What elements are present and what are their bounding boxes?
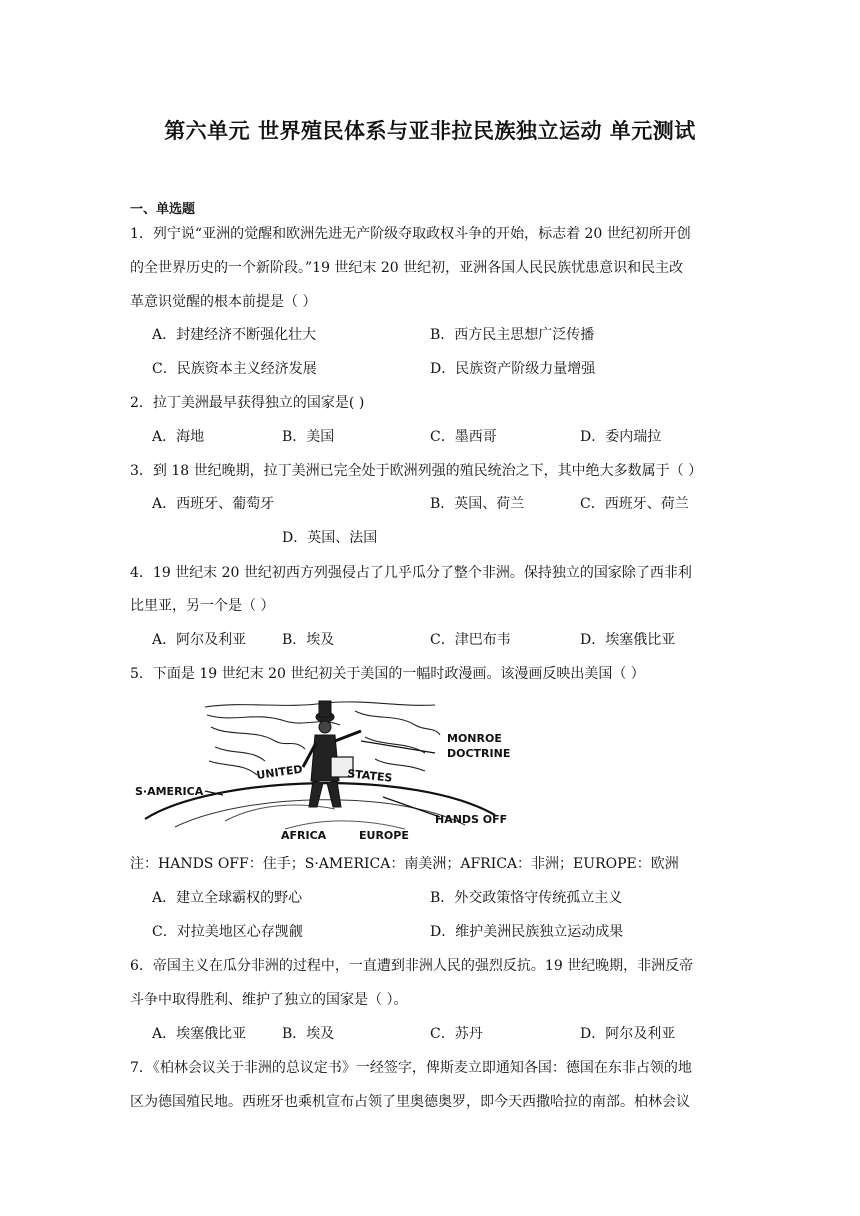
cartoon-label-doctrine: DOCTRINE: [447, 747, 511, 760]
question-4-line-2: 比里亚，另一个是（ ）: [130, 598, 275, 614]
cartoon-label-s-america: S·AMERICA: [135, 785, 204, 798]
question-5-option-a[interactable]: A．建立全球霸权的野心: [152, 890, 303, 906]
question-6-option-a[interactable]: A．埃塞俄比亚: [152, 1026, 247, 1042]
question-3-line-1: 3．到 18 世纪晚期，拉丁美洲已完全处于欧洲列强的殖民统治之下，其中绝大多数属于（ ）: [130, 463, 703, 479]
question-4-option-d[interactable]: D．埃塞俄比亚: [580, 632, 676, 648]
cartoon-label-states: STATES: [346, 767, 393, 785]
question-2-option-c[interactable]: C．墨西哥: [430, 429, 497, 445]
question-1-option-b[interactable]: B．西方民主思想广泛传播: [430, 327, 595, 343]
question-2-option-a[interactable]: A．海地: [152, 429, 205, 445]
political-cartoon: [135, 697, 515, 843]
question-4-line-1: 4．19 世纪末 20 世纪初西方列强侵占了几乎瓜分了整个非洲。保持独立的国家除了西非利: [130, 565, 692, 581]
cartoon-label-hands-off: HANDS OFF: [435, 813, 508, 826]
question-3-option-c[interactable]: C．西班牙、荷兰: [580, 496, 689, 512]
question-5-line-1: 5．下面是 19 世纪末 20 世纪初关于美国的一幅时政漫画。该漫画反映出美国（ ）: [130, 666, 645, 682]
question-5-option-b[interactable]: B．外交政策恪守传统孤立主义: [430, 890, 623, 906]
question-6-line-2: 斗争中取得胜利、维护了独立的国家是（ ）。: [130, 992, 408, 1008]
question-6-option-d[interactable]: D．阿尔及利亚: [580, 1026, 676, 1042]
question-5-note: 注：HANDS OFF：住手；S·AMERICA：南美洲；AFRICA：非洲；EUROPE：欧洲: [130, 856, 679, 872]
question-4-option-c[interactable]: C．津巴布韦: [430, 632, 511, 648]
section-heading: 一、单选题: [130, 202, 196, 217]
question-7-line-2: 区为德国殖民地。西班牙也乘机宣布占领了里奥德奥罗，即今天西撒哈拉的南部。柏林会议: [130, 1094, 690, 1110]
question-1-option-d[interactable]: D．民族资产阶级力量增强: [430, 361, 596, 377]
question-1-option-a[interactable]: A．封建经济不断强化壮大: [152, 327, 317, 343]
question-6-line-1: 6．帝国主义在瓜分非洲的过程中，一直遭到非洲人民的强烈反抗。19 世纪晚期，非洲反帝: [130, 958, 694, 974]
page-title: 第六单元 世界殖民体系与亚非拉民族独立运动 单元测试: [164, 119, 696, 143]
cartoon-label-europe: EUROPE: [359, 829, 409, 842]
question-1-option-c[interactable]: C．民族资本主义经济发展: [152, 361, 317, 377]
question-4-option-a[interactable]: A．阿尔及利亚: [152, 632, 247, 648]
cartoon-label-united: UNITED: [255, 762, 304, 782]
question-5-option-c[interactable]: C．对拉美地区心存觊觎: [152, 924, 303, 940]
question-3-option-b[interactable]: B．英国、荷兰: [430, 496, 525, 512]
question-1-line-1: 1．列宁说“亚洲的觉醒和欧洲先进无产阶级夺取政权斗争的开始，标志着 20 世纪初所开创: [130, 226, 691, 242]
question-7-line-1: 7．《柏林会议关于非洲的总议定书》一经签字，俾斯麦立即通知各国：德国在东非占领的地: [130, 1060, 692, 1076]
question-1-line-3: 革意识觉醒的根本前提是（ ）: [130, 294, 317, 310]
question-6-option-b[interactable]: B．埃及: [282, 1026, 335, 1042]
question-2-option-b[interactable]: B．美国: [282, 429, 335, 445]
question-4-option-b[interactable]: B．埃及: [282, 632, 335, 648]
question-5-option-d[interactable]: D．维护美洲民族独立运动成果: [430, 924, 624, 940]
question-2-option-d[interactable]: D．委内瑞拉: [580, 429, 662, 445]
question-2-line-1: 2．拉丁美洲最早获得独立的国家是( ): [130, 395, 365, 411]
question-1-line-2: 的全世界历史的一个新阶段。”19 世纪末 20 世纪初，亚洲各国人民民族忧患意识和民主改: [130, 260, 684, 276]
cartoon-label-africa: AFRICA: [281, 829, 327, 842]
cartoon-label-monroe: MONROE: [447, 732, 502, 745]
question-3-option-d[interactable]: D．英国、法国: [282, 530, 378, 546]
question-3-option-a[interactable]: A．西班牙、葡萄牙: [152, 496, 275, 512]
question-6-option-c[interactable]: C．苏丹: [430, 1026, 483, 1042]
